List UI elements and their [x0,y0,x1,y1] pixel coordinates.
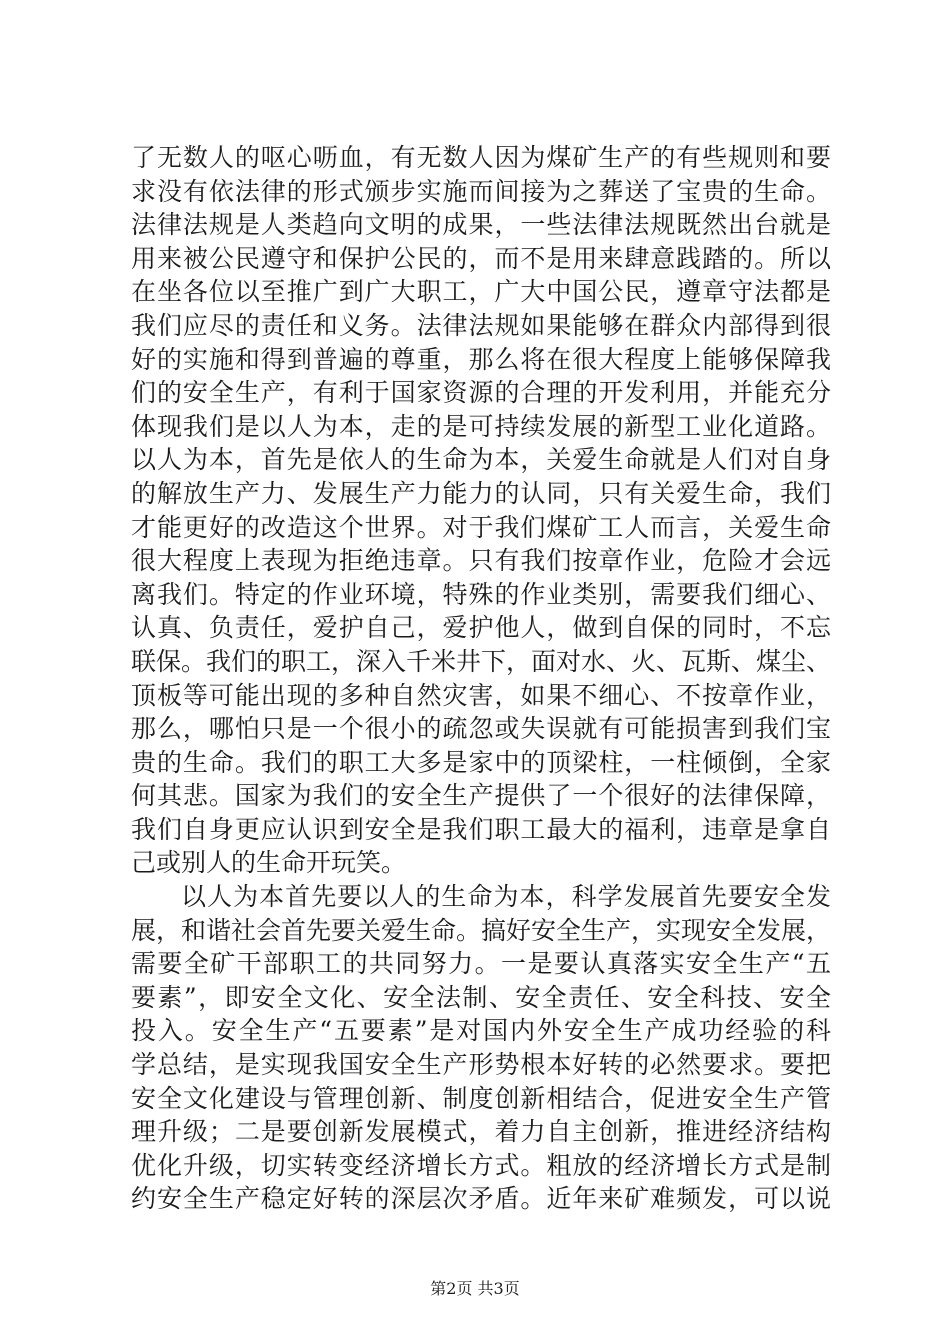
text-line: 贵的生命。我们的职工大多是家中的顶梁柱，一柱倾倒，全家 [131,747,831,777]
text-line: 联保。我们的职工，深入千米井下，面对水、火、瓦斯、煤尘、 [131,646,831,676]
text-line: 何其悲。国家为我们的安全生产提供了一个很好的法律保障， [131,781,831,811]
text-line: 我们自身更应认识到安全是我们职工最大的福利，违章是拿自 [131,814,831,844]
text-line: 的解放生产力、发展生产力能力的认同，只有关爱生命，我们 [131,478,831,508]
text-line: 法律法规是人类趋向文明的成果，一些法律法规既然出台就是 [131,210,831,240]
text-line: 好的实施和得到普遍的尊重，那么将在很大程度上能够保障我 [131,344,831,374]
text-line: 约安全生产稳定好转的深层次矛盾。近年来矿难频发，可以说 [131,1184,831,1214]
text-line: 己或别人的生命开玩笑。 [131,848,407,878]
text-line: 求没有依法律的形式颁步实施而间接为之葬送了宝贵的生命。 [131,176,831,206]
text-line: 才能更好的改造这个世界。对于我们煤矿工人而言，关爱生命 [131,512,831,542]
text-line: 离我们。特定的作业环境，特殊的作业类别，需要我们细心、 [131,579,831,609]
text-line: 们的安全生产，有利于国家资源的合理的开发利用，并能充分 [131,378,831,408]
text-line: 安全文化建设与管理创新、制度创新相结合，促进安全生产管 [131,1083,831,1113]
text-line: 理升级；二是要创新发展模式，着力自主创新，推进经济结构 [131,1117,831,1147]
text-line: 以人为本，首先是依人的生命为本，关爱生命就是人们对自身 [131,445,831,475]
text-line: 顶板等可能出现的多种自然灾害，如果不细心、不按章作业， [131,680,831,710]
text-line: 在坐各位以至推广到广大职工，广大中国公民，遵章守法都是 [131,277,831,307]
document-body-text [131,141,831,1216]
text-line: 体现我们是以人为本，走的是可持续发展的新型工业化道路。 [131,411,831,441]
text-line: 学总结，是实现我国安全生产形势根本好转的必然要求。要把 [131,1050,831,1080]
text-line: 需要全矿干部职工的共同努力。一是要认真落实安全生产“五 [131,949,831,979]
text-line: 展，和谐社会首先要关爱生命。搞好安全生产，实现安全发展， [131,915,831,945]
text-line: 我们应尽的责任和义务。法律法规如果能够在群众内部得到很 [131,310,831,340]
text-line: 以人为本首先要以人的生命为本，科学发展首先要安全发 [181,882,831,912]
text-line: 投入。安全生产“五要素”是对国内外安全生产成功经验的科 [131,1016,831,1046]
text-line: 了无数人的呕心呖血，有无数人因为煤矿生产的有些规则和要 [131,143,831,172]
text-line: 很大程度上表现为拒绝违章。只有我们按章作业，危险才会远 [131,546,831,576]
text-line: 那么，哪怕只是一个很小的疏忽或失误就有可能损害到我们宝 [131,714,831,744]
text-line: 要素”，即安全文化、安全法制、安全责任、安全科技、安全 [131,982,831,1012]
text-line: 用来被公民遵守和保护公民的，而不是用来肆意践踏的。所以 [131,243,831,273]
text-line: 优化升级，切实转变经济增长方式。粗放的经济增长方式是制 [131,1150,831,1180]
text-line: 认真、负责任，爱护自己，爱护他人，做到自保的同时，不忘 [131,613,831,643]
page-footer-number: 第2页 共3页 [430,1279,520,1298]
